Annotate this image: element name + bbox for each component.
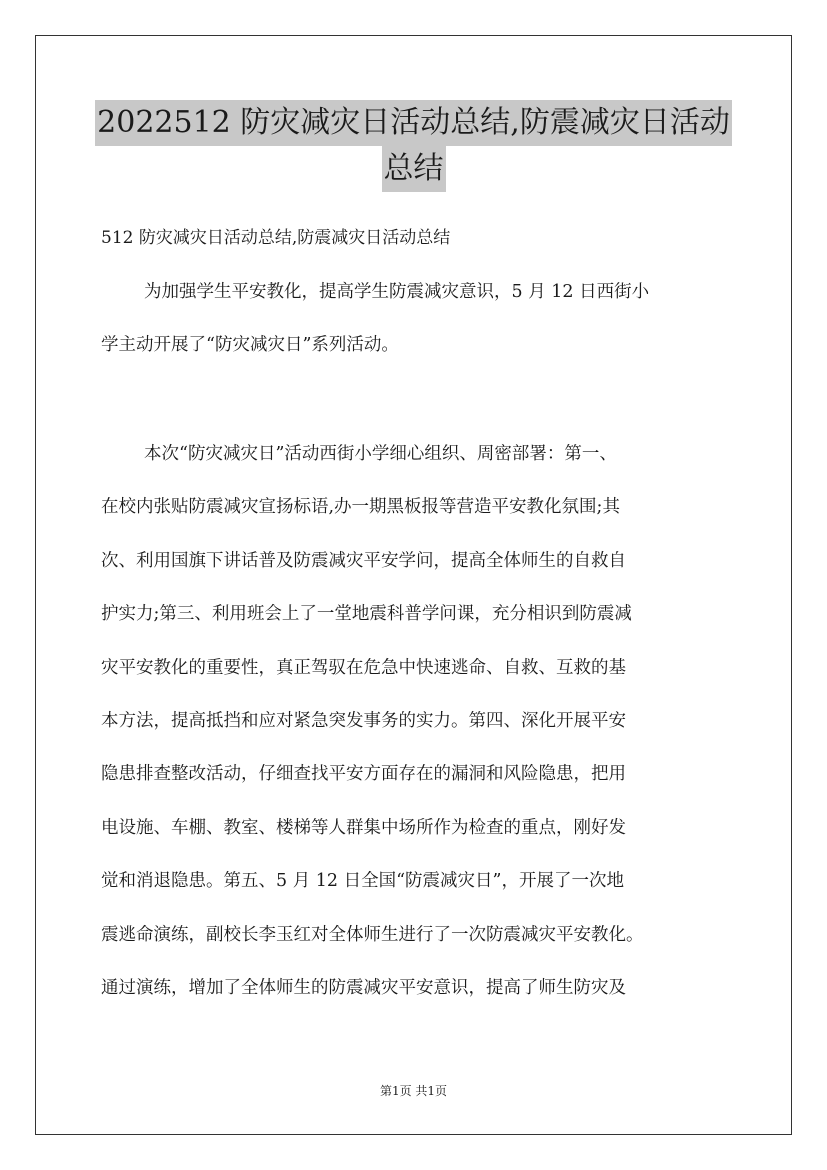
title-line-1: 2022512 防灾减灾日活动总结,防震减灾日活动 <box>95 100 732 146</box>
paragraph-line: 通过演练，增加了全体师生的防震减灾平安意识，提高了师生防灾及 <box>101 977 626 998</box>
paragraph-line: 本次“防灾减灾日”活动西街小学细心组织、周密部署：第一、 <box>144 444 617 464</box>
paragraph-2 <box>101 428 731 1015</box>
paragraph-line: 为加强学生平安教化，提高学生防震减灾意识，5 月 12 日西街小 <box>144 282 650 302</box>
paragraph-line: 电设施、车棚、教室、楼梯等人群集中场所作为检查的重点，刚好发 <box>101 817 626 838</box>
document-subtitle: 512 防灾减灾日活动总结,防震减灾日活动总结 <box>101 228 451 248</box>
title-line-2: 总结 <box>382 146 446 192</box>
paragraph-line: 隐患排查整改活动，仔细查找平安方面存在的漏洞和风险隐患，把用 <box>101 764 626 785</box>
paragraph-line: 在校内张贴防震减灾宣扬标语,办一期黑板报等营造平安教化氛围;其 <box>101 497 620 518</box>
page-number-footer: 第1页 共1页 <box>379 1084 448 1098</box>
document-title <box>60 100 767 192</box>
paragraph-line: 震逃命演练，副校长李玉红对全体师生进行了一次防震减灾平安教化。 <box>101 924 644 945</box>
paragraph-line: 学主动开展了“防灾减灾日”系列活动。 <box>101 335 399 356</box>
paragraph-line: 灾平安教化的重要性，真正驾驭在危急中快速逃命、自救、互救的基 <box>101 657 626 678</box>
paragraph-line: 本方法，提高抵挡和应对紧急突发事务的实力。第四、深化开展平安 <box>101 710 626 731</box>
paragraph-line: 次、利用国旗下讲话普及防震减灾平安学问，提高全体师生的自救自 <box>101 550 626 571</box>
paragraph-line: 护实力;第三、利用班会上了一堂地震科普学问课，充分相识到防震减 <box>101 604 632 625</box>
paragraph-1 <box>101 266 731 373</box>
paragraph-line: 觉和消退隐患。第五、5 月 12 日全国“防震减灾日”，开展了一次地 <box>101 871 624 892</box>
